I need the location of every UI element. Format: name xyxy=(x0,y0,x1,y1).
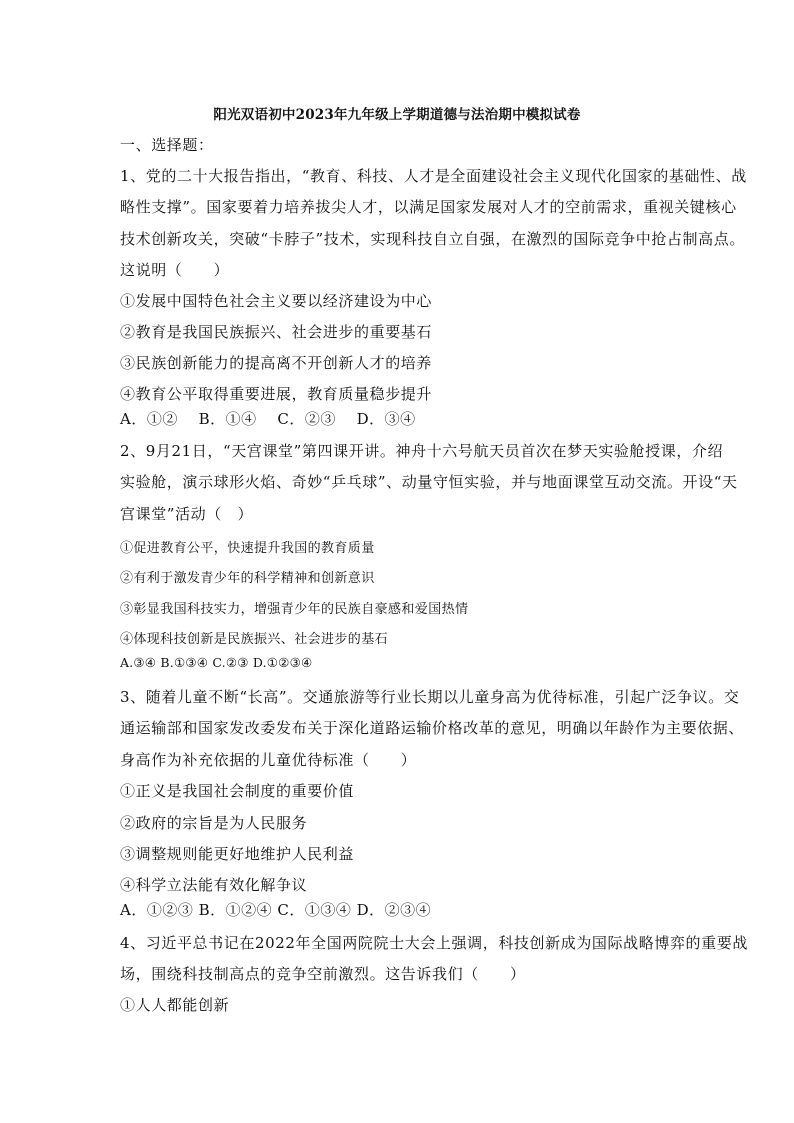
q1-option: ②教育是我国民族振兴、社会进步的重要基石 xyxy=(120,323,433,341)
q3-stem-line: 3、随着儿童不断“长高”。交通旅游等行业长期以儿童身高为优待标准，引起广泛争议。交 xyxy=(120,688,740,706)
q3-stem-line: 通运输部和国家发改委发布关于深化道路运输价格改革的意见，明确以年龄作为主要依据、 xyxy=(120,719,745,737)
q2-option: ③彰显我国科技实力，增强青少年的民族自豪感和爱国热情 xyxy=(120,602,469,617)
q3-stem-line: 身高作为补充依据的儿童优待标准（ ） xyxy=(120,751,417,769)
q4-stem-line: 场，围绕科技制高点的竞争空前激烈。这告诉我们（ ） xyxy=(120,965,526,983)
q2-stem-line: 2、9月21日，“天宫课堂”第四课开讲。神舟十六号航天员首次在梦天实验舱授课，介绍 xyxy=(120,442,724,460)
q3-option: ①正义是我国社会制度的重要价值 xyxy=(120,782,355,800)
q2-option: ④体现科技创新是民族振兴、社会进步的基石 xyxy=(120,632,389,647)
q1-option: ④教育公平取得重要进展，教育质量稳步提升 xyxy=(120,385,433,403)
q2-option: ②有利于激发青少年的科学精神和创新意识 xyxy=(120,571,375,586)
q2-stem-line: 实验舱，演示球形火焰、奇妙“乒乓球”、动量守恒实验，并与地面课堂互动交流。开设“天 xyxy=(120,473,738,491)
q3-option: ③调整规则能更好地维护人民利益 xyxy=(120,845,355,863)
section-heading: 一、选择题： xyxy=(120,136,214,154)
q2-answer-choices: A.③④ B.①③④ C.②③ D.①②③④ xyxy=(120,655,313,670)
q1-stem-line: 技术创新攻关，突破“卡脖子”技术，实现科技自立自强，在激烈的国际竞争中抢占制高点。 xyxy=(120,230,745,248)
q3-option: ④科学立法能有效化解争议 xyxy=(120,876,308,894)
exam-title: 阳光双语初中2023年九年级上学期道德与法治期中模拟试卷 xyxy=(213,107,581,123)
q4-option: ①人人都能创新 xyxy=(120,996,230,1014)
q1-option: ③民族创新能力的提高离不开创新人才的培养 xyxy=(120,354,433,372)
q1-stem-line: 略性支撑”。国家要着力培养拔尖人才，以满足国家发展对人才的空前需求，重视关键核心 xyxy=(120,198,737,216)
q4-stem-line: 4、习近平总书记在2022年全国两院院士大会上强调，科技创新成为国际战略博弈的重要战 xyxy=(120,934,748,952)
q1-option: ①发展中国特色社会主义要以经济建设为中心 xyxy=(120,292,433,310)
q1-stem-line: 这说明（ ） xyxy=(120,261,230,279)
q2-stem-line: 宫课堂”活动（ ） xyxy=(120,505,254,523)
q1-answer-choices: A．①② B．①④ C．②③ D．③④ xyxy=(120,410,416,428)
q2-option: ①促进教育公平，快速提升我国的教育质量 xyxy=(120,541,375,556)
q1-stem-line: 1、党的二十大报告指出，“教育、科技、人才是全面建设社会主义现代化国家的基础性、战 xyxy=(120,167,747,185)
q3-option: ②政府的宗旨是为人民服务 xyxy=(120,814,308,832)
q3-answer-choices: A．①②③ B．①②④ C．①③④ D．②③④ xyxy=(120,901,432,919)
